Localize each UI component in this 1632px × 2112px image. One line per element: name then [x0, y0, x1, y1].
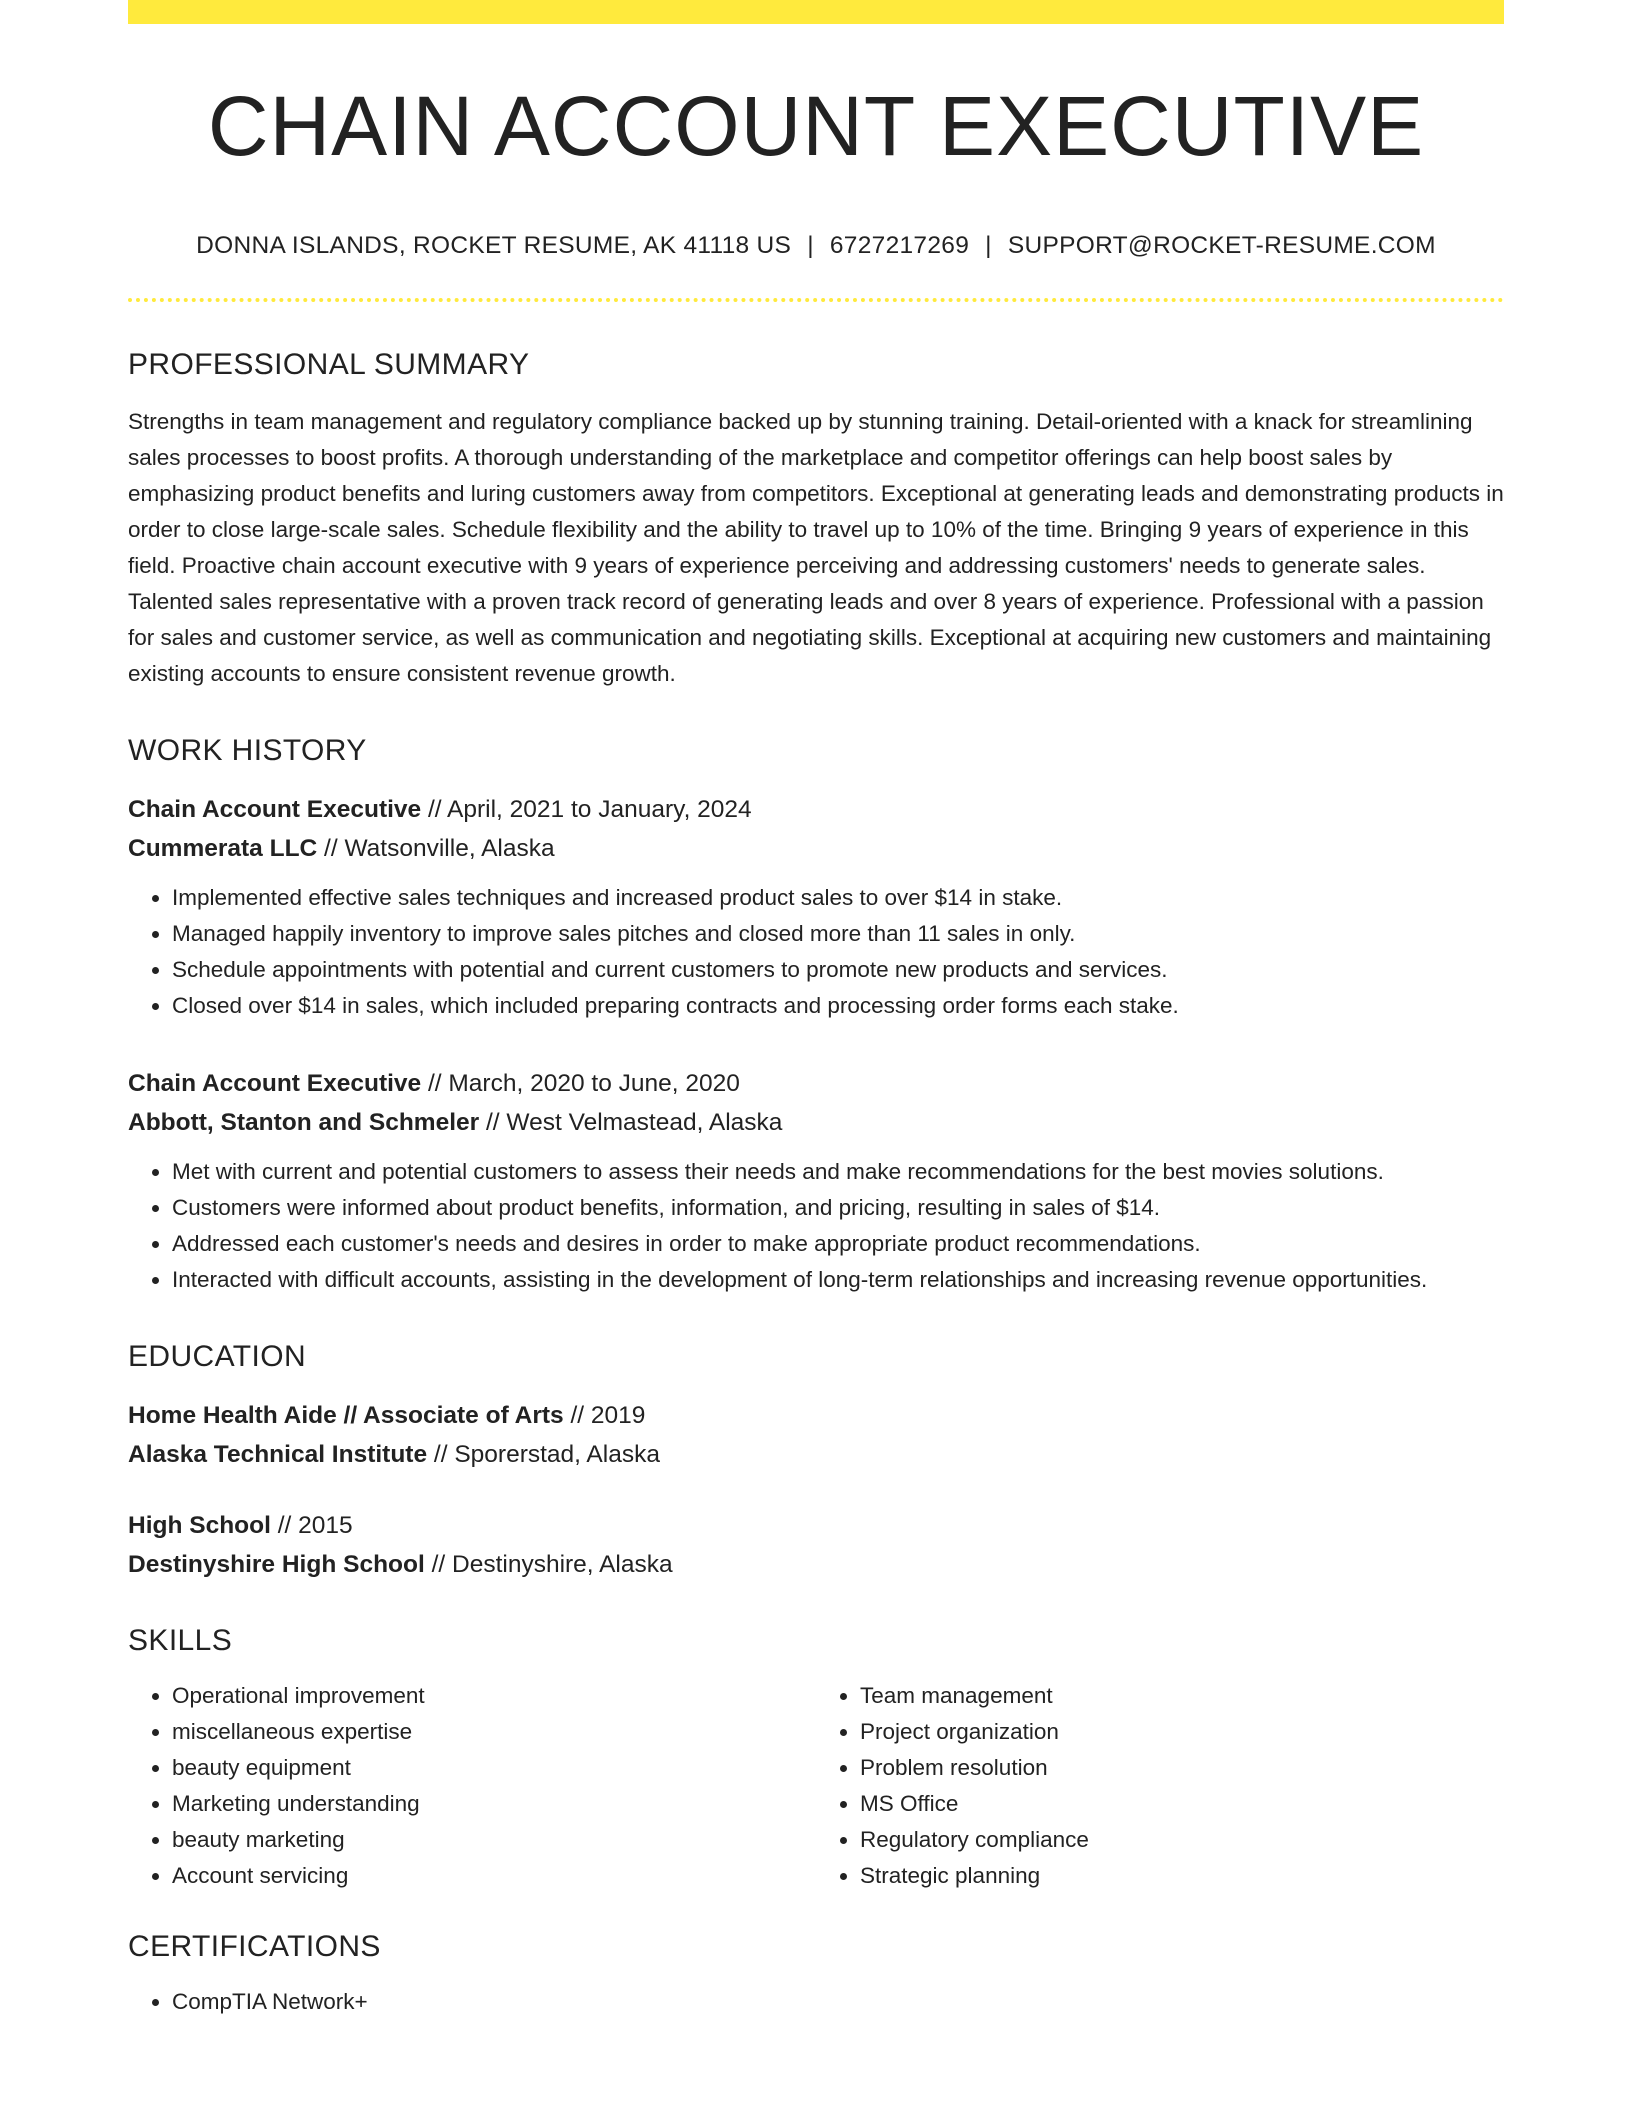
education-degree-line — [128, 1506, 1504, 1545]
job-company: Abbott, Stanton and Schmeler — [128, 1109, 480, 1137]
skill-item: • beauty marketing — [172, 1822, 816, 1858]
job-bullet: • Customers were informed about product benefits, information, and pricing, resulting in sales of $14. — [172, 1190, 1504, 1226]
job-dates: // March, 2020 to June, 2020 — [421, 1070, 740, 1098]
skill-item: • Marketing understanding — [172, 1786, 816, 1822]
contact-email: SUPPORT@ROCKET-RESUME.COM — [1007, 232, 1436, 260]
top-accent-bar — [128, 0, 1504, 24]
education-school-line — [128, 1435, 1504, 1474]
job-bullet: • Met with current and potential customers to assess their needs and make recommendations for the best movies solutions. — [172, 1154, 1504, 1190]
education-year: // 2019 — [563, 1402, 646, 1430]
job-bullets — [128, 880, 1504, 1024]
skills-columns — [128, 1678, 1504, 1894]
education-heading: EDUCATION — [128, 1340, 307, 1374]
certifications-heading: CERTIFICATIONS — [128, 1930, 381, 1964]
job-role: Chain Account Executive — [128, 796, 422, 824]
contact-phone: 6727217269 — [829, 232, 970, 260]
education-degree-line — [128, 1396, 1504, 1435]
job-bullet: • Closed over $14 in sales, which included preparing contracts and processing order forms each stake. — [172, 988, 1504, 1024]
skills-section — [128, 1624, 1504, 1894]
certifications-section — [128, 1930, 1504, 2020]
skills-list-right — [816, 1678, 1504, 1894]
skills-heading: SKILLS — [128, 1624, 233, 1658]
job-role-line — [128, 1064, 1504, 1103]
contact-separator: | — [807, 232, 814, 260]
certification-item: • CompTIA Network+ — [172, 1984, 1504, 2020]
skill-item: • Regulatory compliance — [860, 1822, 1504, 1858]
education-year: // 2015 — [270, 1512, 353, 1540]
skills-list-left — [128, 1678, 816, 1894]
summary-heading: PROFESSIONAL SUMMARY — [128, 348, 530, 382]
work-history-section — [128, 734, 1504, 1298]
job-dates: // April, 2021 to January, 2024 — [421, 796, 752, 824]
skill-item: • miscellaneous expertise — [172, 1714, 816, 1750]
skill-item: • MS Office — [860, 1786, 1504, 1822]
education-school: Alaska Technical Institute — [128, 1441, 428, 1469]
job-entry — [128, 790, 1504, 1024]
education-degree: Home Health Aide // Associate of Arts — [128, 1402, 564, 1430]
summary-section — [128, 348, 1504, 692]
skill-item: • Operational improvement — [172, 1678, 816, 1714]
contact-separator: | — [985, 232, 992, 260]
candidate-title: CHAIN ACCOUNT EXECUTIVE — [207, 79, 1425, 173]
skill-item: • Account servicing — [172, 1858, 816, 1894]
skill-item: • Project organization — [860, 1714, 1504, 1750]
job-company-line — [128, 829, 1504, 868]
skill-item: • Strategic planning — [860, 1858, 1504, 1894]
job-bullets — [128, 1154, 1504, 1298]
resume-page — [128, 0, 1504, 2020]
skill-item: • Problem resolution — [860, 1750, 1504, 1786]
job-company-line — [128, 1103, 1504, 1142]
job-bullet: • Managed happily inventory to improve sales pitches and closed more than 11 sales in only. — [172, 916, 1504, 952]
summary-text: Strengths in team management and regulatory compliance backed up by stunning training. Detail-oriented with a knack for streamlining sales processes to boost profits. A thorough understanding of the marketplace and competitor offerings can help boost sales by emphasizing product benefits and luring customers away from competitors. Exceptional at generating leads and demonstrating products in order to close large-scale sales. Schedule flexibility and the ability to travel up to 10% of the time. Bringing 9 years of experience in this field. Proactive chain account executive with 9 years of experience perceiving and addressing customers' needs to generate sales. Talented sales representative with a proven track record of generating leads and over 8 years of experience. Professional with a passion for sales and customer service, as well as communication and negotiating skills. Exceptional at acquiring new customers and maintaining existing accounts to ensure consistent revenue growth. — [128, 409, 1504, 687]
education-entry — [128, 1506, 1504, 1584]
skill-item: • Team management — [860, 1678, 1504, 1714]
job-bullet: • Implemented effective sales techniques and increased product sales to over $14 in stake. — [172, 880, 1504, 916]
job-role-line — [128, 790, 1504, 829]
certifications-list — [128, 1984, 1504, 2020]
work-history-heading: WORK HISTORY — [128, 734, 367, 768]
education-section — [128, 1340, 1504, 1584]
contact-address: DONNA ISLANDS, ROCKET RESUME, AK 41118 US — [196, 232, 792, 260]
education-entry — [128, 1396, 1504, 1474]
skill-item: • beauty equipment — [172, 1750, 816, 1786]
education-school: Destinyshire High School — [128, 1551, 425, 1579]
education-school-line — [128, 1545, 1504, 1584]
job-company: Cummerata LLC — [128, 835, 318, 863]
job-role: Chain Account Executive — [128, 1070, 422, 1098]
education-location: // Destinyshire, Alaska — [424, 1551, 673, 1579]
job-bullet: • Addressed each customer's needs and desires in order to make appropriate product recommendations. — [172, 1226, 1504, 1262]
education-degree: High School — [128, 1512, 271, 1540]
job-location: // West Velmastead, Alaska — [479, 1109, 783, 1137]
education-location: // Sporerstad, Alaska — [427, 1441, 660, 1469]
job-bullet: • Schedule appointments with potential and current customers to promote new products and services. — [172, 952, 1504, 988]
job-entry — [128, 1064, 1504, 1298]
job-bullet: • Interacted with difficult accounts, assisting in the development of long-term relationships and increasing revenue opportunities. — [172, 1262, 1504, 1298]
contact-line — [128, 232, 1504, 260]
header-divider — [128, 298, 1504, 302]
job-location: // Watsonville, Alaska — [317, 835, 555, 863]
